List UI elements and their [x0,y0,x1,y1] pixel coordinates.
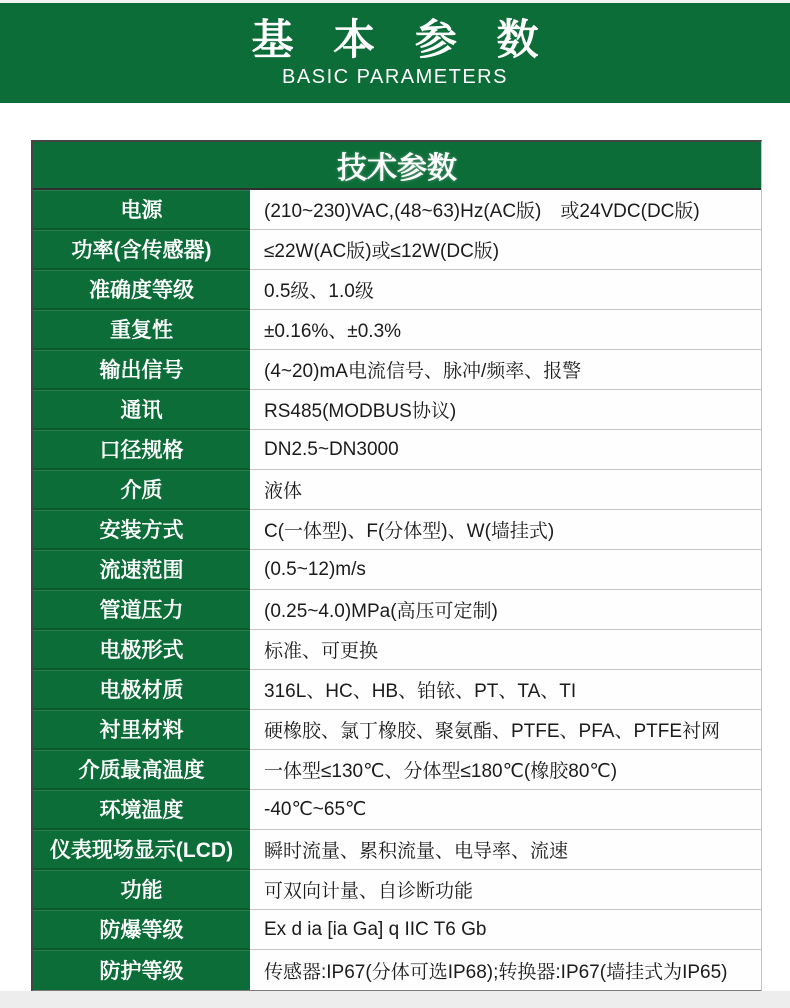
spec-label: 电源 [33,190,250,230]
spec-value: 硬橡胶、氯丁橡胶、聚氨酯、PTFE、PFA、PTFE衬网 [250,710,761,750]
banner-title: 基 本 参 数 [251,16,553,64]
table-row [33,350,761,390]
table-row [33,830,761,870]
table-row [33,190,761,230]
spec-value: 可双向计量、自诊断功能 [250,870,761,910]
table-row [33,870,761,910]
table-row [33,470,761,510]
spec-label: 管道压力 [33,590,250,630]
spec-value: C(一体型)、F(分体型)、W(墙挂式) [250,510,761,550]
spec-label: 仪表现场显示(LCD) [33,830,250,870]
spec-value: (4~20)mA电流信号、脉冲/频率、报警 [250,350,761,390]
spec-value: RS485(MODBUS协议) [250,390,761,430]
table-row [33,270,761,310]
spec-value: 瞬时流量、累积流量、电导率、流速 [250,830,761,870]
spec-label: 电极形式 [33,630,250,670]
table-row [33,230,761,270]
table-row [33,910,761,950]
spec-label: 衬里材料 [33,710,250,750]
spec-value: Ex d ia [ia Ga] q IIC T6 Gb [250,910,761,950]
spec-value: (210~230)VAC,(48~63)Hz(AC版) 或24VDC(DC版) [250,190,761,230]
spec-value: 一体型≤130℃、分体型≤180℃(橡胶80℃) [250,750,761,790]
spec-label: 流速范围 [33,550,250,590]
table-row [33,390,761,430]
table-row [33,630,761,670]
spec-label: 防爆等级 [33,910,250,950]
spec-label: 准确度等级 [33,270,250,310]
technical-parameters-table [31,140,762,992]
banner-subtitle: BASIC PARAMETERS [282,65,508,88]
table-row [33,710,761,750]
table-header: 技术参数 [33,142,761,190]
spec-value: ±0.16%、±0.3% [250,310,761,350]
table-row [33,430,761,470]
table-row [33,510,761,550]
spec-value: -40℃~65℃ [250,790,761,830]
spec-value: 316L、HC、HB、铂铱、PT、TA、TI [250,670,761,710]
spec-value: (0.25~4.0)MPa(高压可定制) [250,590,761,630]
spec-label: 电极材质 [33,670,250,710]
spec-label: 安装方式 [33,510,250,550]
spec-value: 液体 [250,470,761,510]
spec-label: 输出信号 [33,350,250,390]
table-row [33,750,761,790]
spec-table-body [33,190,761,990]
spec-label: 介质 [33,470,250,510]
spec-label: 重复性 [33,310,250,350]
table-row [33,790,761,830]
spec-label: 功能 [33,870,250,910]
basic-parameters-banner [0,3,790,103]
spec-label: 防护等级 [33,950,250,990]
spec-label: 功率(含传感器) [33,230,250,270]
spec-value: 0.5级、1.0级 [250,270,761,310]
spec-label: 介质最高温度 [33,750,250,790]
spec-value: DN2.5~DN3000 [250,430,761,470]
bottom-strip [0,991,790,1008]
table-row [33,950,761,990]
spec-value: 传感器:IP67(分体可选IP68);转换器:IP67(墙挂式为IP65) [250,950,761,990]
spec-value: (0.5~12)m/s [250,550,761,590]
spec-label: 环境温度 [33,790,250,830]
table-row [33,310,761,350]
spec-value: 标准、可更换 [250,630,761,670]
table-row [33,550,761,590]
table-row [33,590,761,630]
table-row [33,670,761,710]
spec-label: 通讯 [33,390,250,430]
spec-label: 口径规格 [33,430,250,470]
spec-value: ≤22W(AC版)或≤12W(DC版) [250,230,761,270]
